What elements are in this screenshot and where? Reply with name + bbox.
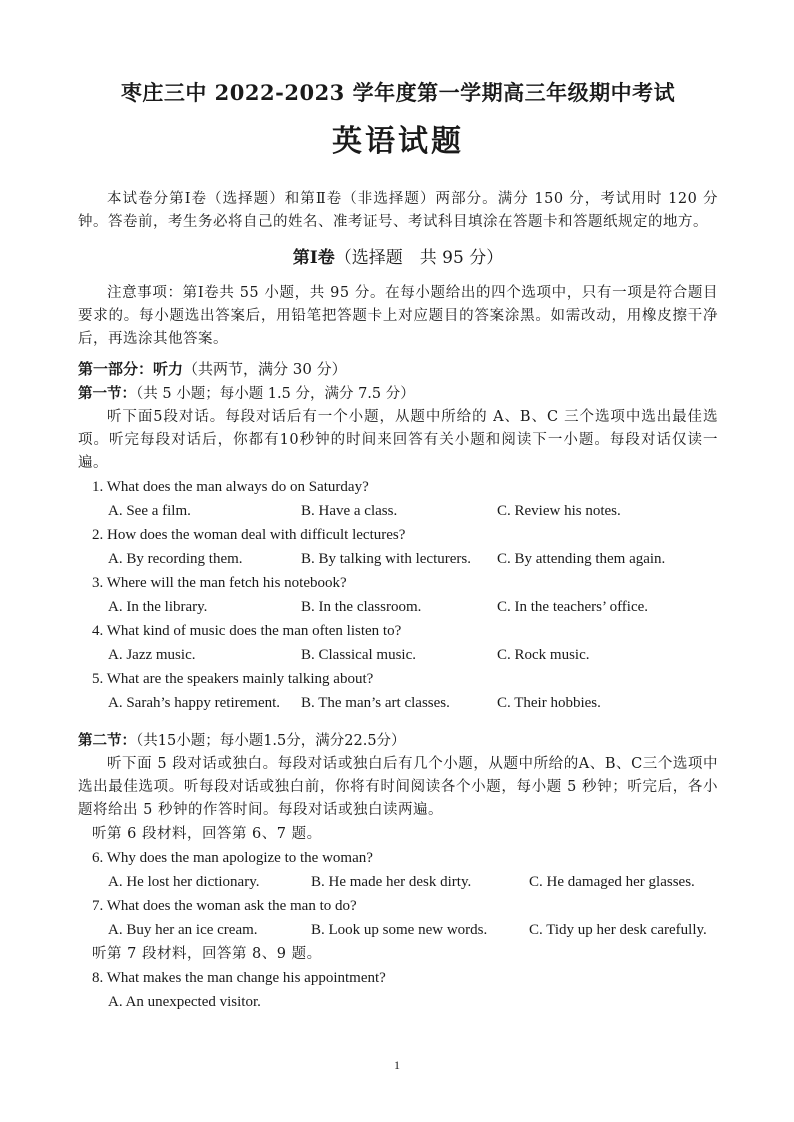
subject-title: 英语试题 xyxy=(332,124,464,159)
option-c: C. Review his notes. xyxy=(497,503,621,519)
page-number: 1 xyxy=(394,1058,400,1072)
question-stem: 8. What makes the man change his appointment? xyxy=(92,970,386,986)
option-b: B. Classical music. xyxy=(301,647,416,663)
section2-title-rest: （共15小题；每小题1.5分，满分22.5分） xyxy=(136,733,406,749)
question-stem: 2. How does the woman deal with difficult lectures? xyxy=(92,527,406,543)
part1-title-rest: （共两节，满分 30 分） xyxy=(183,360,347,378)
school-title: 枣庄三中 2022-2023 学年度第一学期高三年级期中考试 xyxy=(120,80,676,105)
part1-title-strong: 第一部分：听力 xyxy=(78,360,184,378)
option-c: C. Rock music. xyxy=(497,647,590,663)
section1-title-rest: （共 5 小题；每小题 1.5 分，满分 7.5 分） xyxy=(136,386,415,402)
question-options xyxy=(78,990,718,1014)
question-stem: 3. Where will the man fetch his notebook? xyxy=(92,575,347,591)
option-a: A. Buy her an ice cream. xyxy=(108,922,258,938)
question-stem: 6. Why does the man apologize to the woman? xyxy=(92,850,373,866)
section2-title-strong: 第二节： xyxy=(78,732,136,749)
question-stem: 4. What kind of music does the man often listen to? xyxy=(92,623,402,639)
section1-questions xyxy=(78,475,718,715)
exam-intro: 本试卷分第Ⅰ卷（选择题）和第Ⅱ卷（非选择题）两部分。满分 150 分，考试用时 120 分钟。答卷前，考生务必将自己的姓名、准考证号、考试科目填涂在答题卡和答题纸规定的地方。 xyxy=(78,191,718,230)
question-stem: 1. What does the man always do on Saturday? xyxy=(92,479,369,495)
option-a: A. He lost her dictionary. xyxy=(108,874,260,890)
option-c: C. Their hobbies. xyxy=(497,695,601,711)
volume1-notice: 注意事项：第Ⅰ卷共 55 小题，共 95 分。在每小题给出的四个选项中，只有一项是符合题目要求的。每小题选出答案后，用铅笔把答题卡上对应题目的答案涂黑。如需改动，用橡皮擦干净后，再选涂其他答案。 xyxy=(78,285,718,347)
question-options xyxy=(78,499,718,523)
volume1-title-rest: （选择题 共 95 分） xyxy=(334,248,504,268)
question-options xyxy=(78,691,718,715)
option-a: A. Jazz music. xyxy=(108,647,196,663)
option-a: A. Sarah’s happy retirement. xyxy=(108,695,281,711)
listen-material-6: 听第 6 段材料，回答第 6、7 题。 xyxy=(92,826,322,842)
question-options xyxy=(78,643,718,667)
question-stem: 5. What are the speakers mainly talking about? xyxy=(92,671,374,687)
option-c: C. Tidy up her desk carefully. xyxy=(529,922,707,938)
volume1-title xyxy=(78,244,718,272)
question-options xyxy=(78,870,718,894)
listen-material-7: 听第 7 段材料，回答第 8、9 题。 xyxy=(92,946,322,962)
option-b: B. He made her desk dirty. xyxy=(311,874,472,890)
option-c: C. He damaged her glasses. xyxy=(529,874,695,890)
question-options xyxy=(78,547,718,571)
section2-title xyxy=(78,729,718,753)
section1-instruction: 听下面5段对话。每段对话后有一个小题，从题中所给的 A、B、C 三个选项中选出最佳选项。听完每段对话后，你都有10秒钟的时间来回答有关小题和阅读下一小题。每段对话仅读一遍。 xyxy=(78,409,718,471)
option-a: A. In the library. xyxy=(108,599,208,615)
option-b: B. The man’s art classes. xyxy=(301,695,450,711)
option-c: C. In the teachers’ office. xyxy=(497,599,649,615)
question-options xyxy=(78,918,718,942)
option-c: C. By attending them again. xyxy=(497,551,666,567)
question-options xyxy=(78,595,718,619)
section2-questions xyxy=(78,822,718,1014)
volume1-title-strong: 第Ⅰ卷 xyxy=(292,248,335,268)
section1-title xyxy=(78,382,718,406)
option-a: A. By recording them. xyxy=(108,551,243,567)
option-b: B. In the classroom. xyxy=(301,599,422,615)
section2-instruction: 听下面 5 段对话或独白。每段对话或独白后有几个小题，从题中所给的A、B、C三个选项中选出最佳选项。听每段对话或独白前，你将有时间阅读各个小题，每小题 5 秒钟；听完后，各小题将给出 5 秒钟的作答时间。每段对话或独白读两遍。 xyxy=(78,756,718,818)
part1-title xyxy=(78,356,718,382)
option-a: A. An unexpected visitor. xyxy=(108,994,261,1010)
option-a: A. See a film. xyxy=(108,503,191,519)
option-b: B. By talking with lecturers. xyxy=(301,551,471,567)
option-b: B. Look up some new words. xyxy=(311,922,488,938)
section1-title-strong: 第一节： xyxy=(78,385,136,402)
option-b: B. Have a class. xyxy=(301,503,398,519)
question-stem: 7. What does the woman ask the man to do? xyxy=(92,898,357,914)
